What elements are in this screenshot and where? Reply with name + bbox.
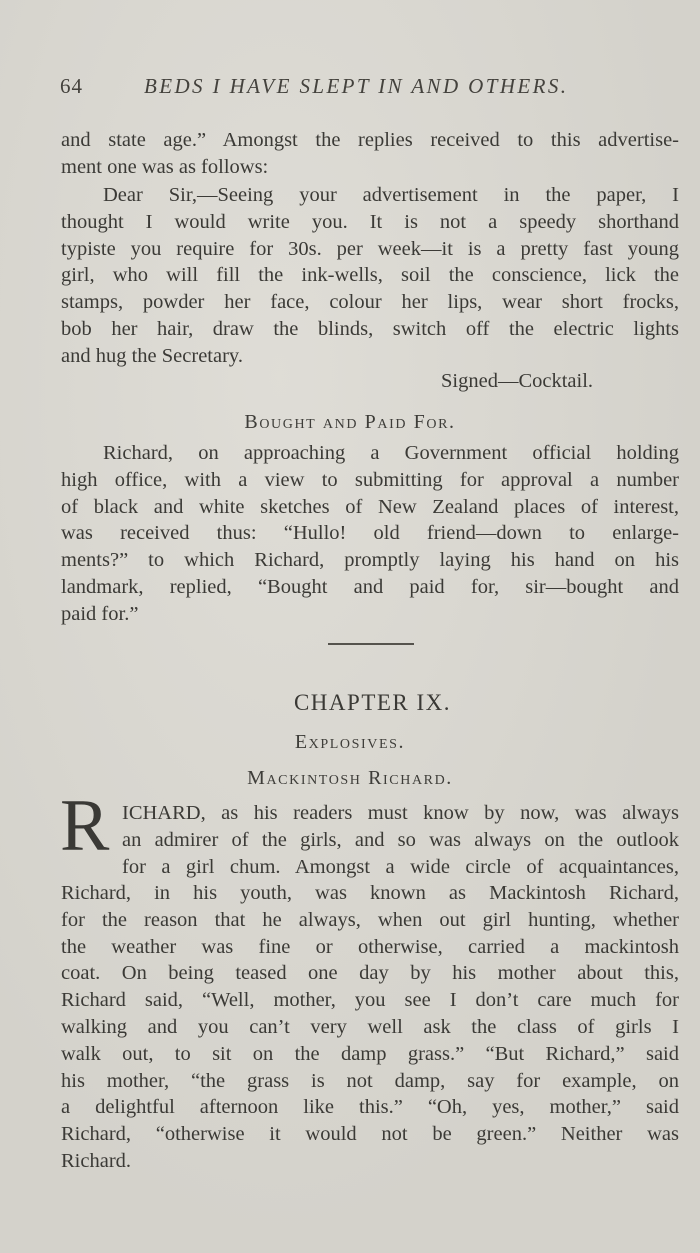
text-line: Richard, on approaching a Government official holding — [103, 442, 679, 464]
section-heading-bought-paid: Bought and Paid For. — [244, 411, 456, 433]
running-title: BEDS I HAVE SLEPT IN AND OTHERS. — [144, 74, 569, 98]
text-line: stamps, powder her face, colour her lips, wear short frocks, — [61, 291, 679, 314]
text-line: and hug the Secretary. — [61, 344, 243, 367]
drop-cap: R — [60, 785, 110, 867]
text-line: an admirer of the girls, and so was always on the outlook — [122, 828, 679, 851]
text-line: of black and white sketches of New Zealand places of interest, — [61, 495, 679, 518]
text-line: Richard said, “Well, mother, you see I don’t care much for — [61, 989, 679, 1012]
text-line: was received thus: “Hullo! old friend—down to enlarge- — [61, 522, 679, 545]
text-line: walking and you can’t very well ask the class of girls I — [61, 1015, 679, 1038]
dropcap-paragraph-lines — [122, 800, 679, 880]
text-line: the weather was fine or otherwise, carried a mackintosh — [61, 935, 679, 958]
text-line: a delightful afternoon like this.” “Oh, yes, mother,” said — [61, 1096, 679, 1119]
running-head — [60, 74, 620, 104]
page-number: 64 — [60, 74, 83, 98]
text-line: Dear Sir,—Seeing your advertisement in the paper, I — [103, 184, 679, 206]
letter-paragraph — [61, 182, 679, 370]
text-line: Richard, “otherwise it would not be green.” Neither was — [61, 1123, 679, 1146]
text-line: for the reason that he always, when out girl hunting, whether — [61, 908, 679, 931]
section-heading-mackintosh: Mackintosh Richard. — [247, 767, 453, 789]
text-line: bob her hair, draw the blinds, switch off the electric lights — [61, 317, 679, 340]
paragraph-bought-paid — [61, 440, 679, 628]
text-line: ment one was as follows: — [61, 155, 269, 178]
chapter-title: CHAPTER IX. — [293, 690, 452, 715]
text-line: landmark, replied, “Bought and paid for, sir—bought and — [61, 575, 679, 598]
text-line: for a girl chum. Amongst a wide circle of acquaintances, — [122, 855, 679, 878]
paragraph-advertisement — [61, 127, 679, 181]
section-divider — [328, 643, 414, 645]
text-line: ments?” to which Richard, promptly laying his hand on his — [61, 549, 679, 572]
letter-signature: Signed—Cocktail. — [441, 370, 594, 392]
text-line: thought I would write you. It is not a speedy shorthand — [61, 210, 679, 233]
text-line: coat. On being teased one day by his mother about this, — [61, 962, 679, 985]
text-line: Richard. — [61, 1149, 132, 1172]
text-line: Richard, in his youth, was known as Mackintosh Richard, — [61, 882, 679, 904]
chapter-subtitle: Explosives. — [294, 731, 406, 753]
text-line: paid for.” — [61, 602, 139, 625]
text-line: walk out, to sit on the damp grass.” “But Richard,” said — [61, 1042, 679, 1065]
text-line: ICHARD, as his readers must know by now, was always — [122, 802, 679, 824]
text-line: high office, with a view to submitting for approval a number — [61, 468, 679, 491]
paragraph-mackintosh — [61, 880, 679, 1175]
text-line: his mother, “the grass is not damp, say for example, on — [61, 1069, 679, 1092]
text-line: girl, who will fill the ink-wells, soil the conscience, lick the — [61, 264, 679, 287]
text-line: typiste you require for 30s. per week—it is a pretty fast young — [61, 237, 679, 260]
text-line: and state age.” Amongst the replies received to this advertise- — [61, 129, 679, 151]
